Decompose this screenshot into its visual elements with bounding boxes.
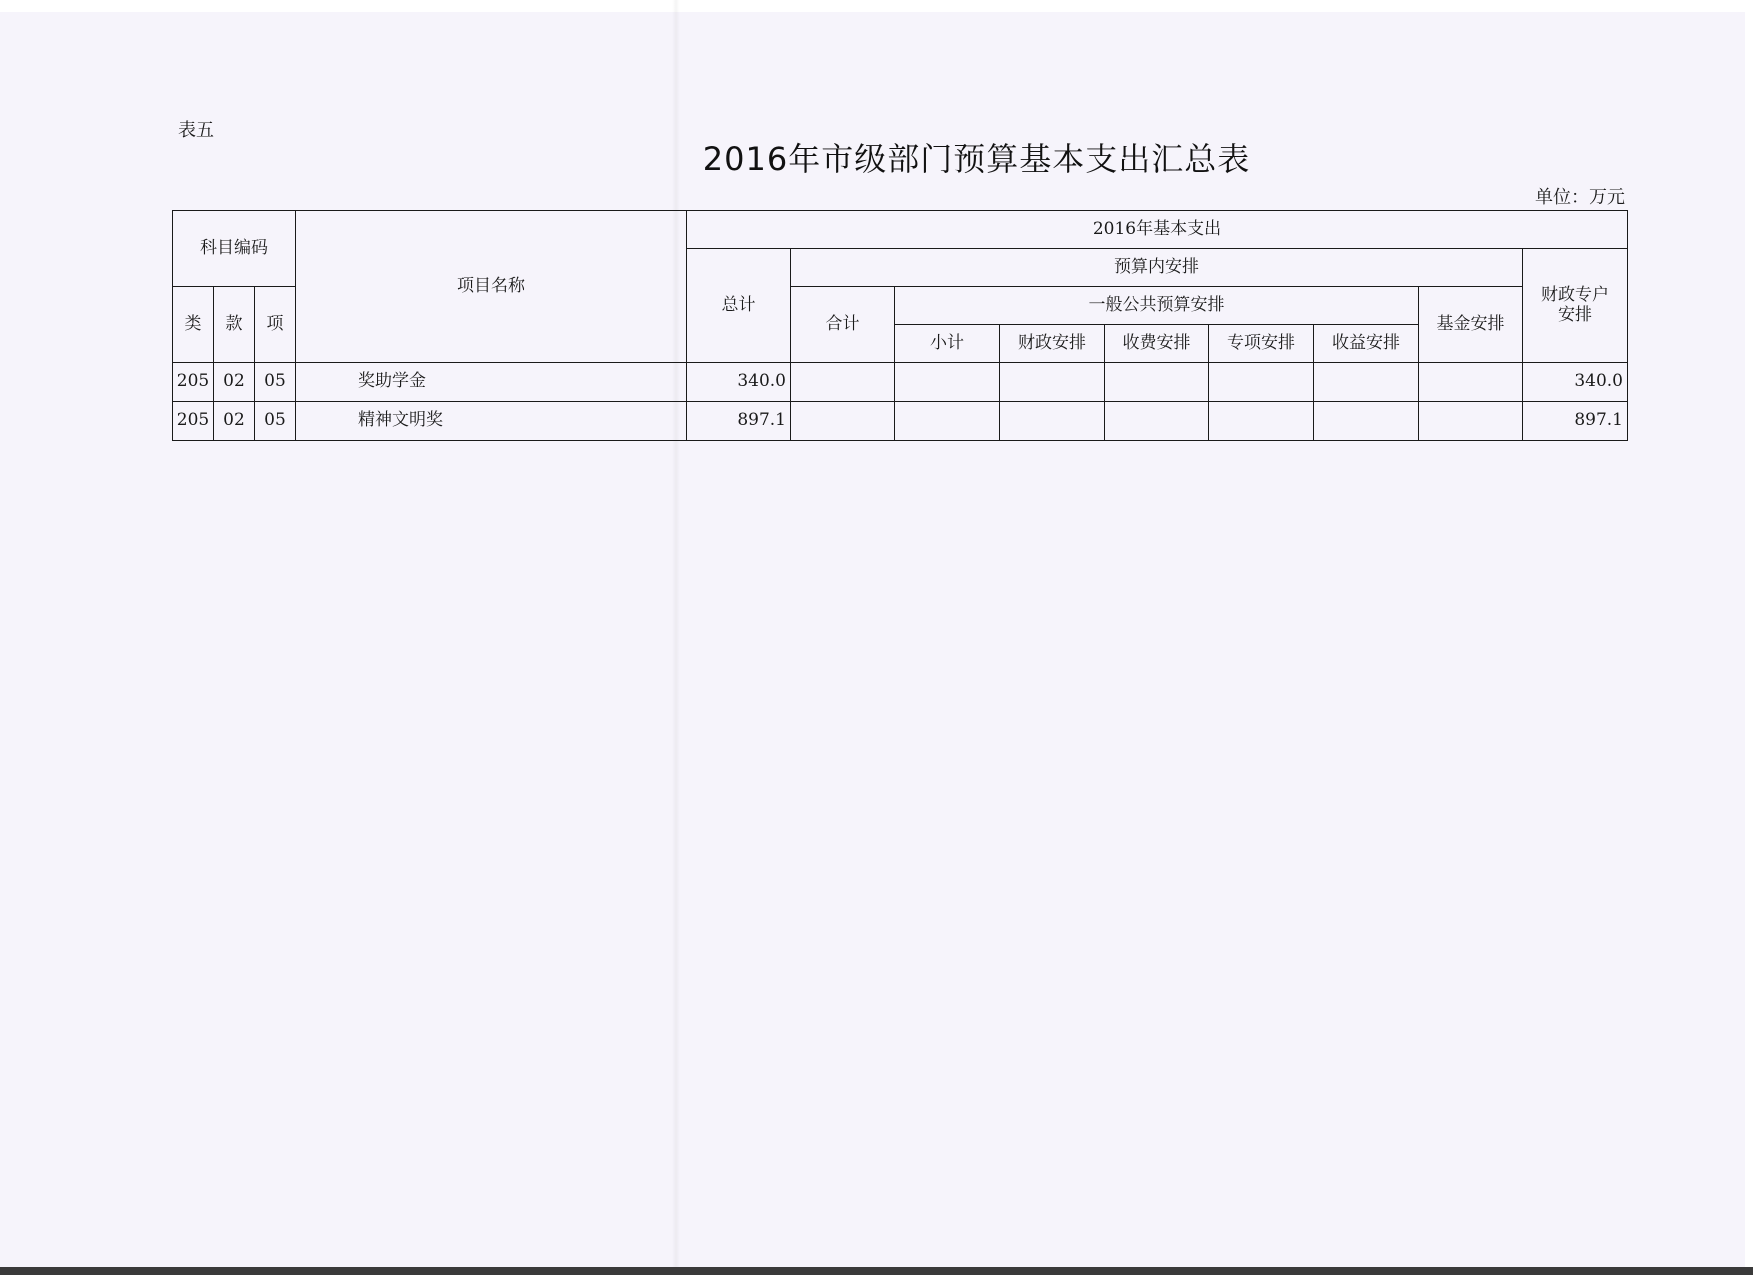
cell-project-name: 精神文明奖 [296, 402, 687, 441]
header-project-name: 项目名称 [296, 211, 687, 363]
budget-table [172, 210, 1628, 441]
cell-fiscal [1000, 402, 1105, 441]
cell-fiscal [1000, 363, 1105, 402]
header-section: 款 [214, 287, 255, 363]
table-row [173, 363, 1628, 402]
cell-section: 02 [214, 402, 255, 441]
header-in-budget: 预算内安排 [791, 249, 1523, 287]
cell-combined [791, 402, 895, 441]
header-basic-expenditure: 2016年基本支出 [687, 211, 1628, 249]
scan-top-edge [0, 0, 1753, 12]
cell-fiscal-special-account: 340.0 [1523, 363, 1628, 402]
header-fund: 基金安排 [1419, 287, 1523, 363]
cell-income [1314, 363, 1419, 402]
cell-fees [1105, 363, 1209, 402]
cell-section: 02 [214, 363, 255, 402]
cell-total: 897.1 [687, 402, 791, 441]
scan-right-edge [1745, 0, 1753, 1275]
cell-subtotal [895, 363, 1000, 402]
cell-fees [1105, 402, 1209, 441]
header-subject-code: 科目编码 [173, 211, 296, 287]
cell-subtotal [895, 402, 1000, 441]
cell-item: 05 [255, 402, 296, 441]
page-title: 2016年市级部门预算基本支出汇总表 [702, 140, 1251, 178]
cell-special [1209, 363, 1314, 402]
table-row [173, 402, 1628, 441]
header-general-public-budget: 一般公共预算安排 [895, 287, 1419, 325]
scan-bottom-edge [0, 1267, 1753, 1275]
cell-total: 340.0 [687, 363, 791, 402]
cell-category: 205 [173, 402, 214, 441]
header-special: 专项安排 [1209, 325, 1314, 363]
header-fiscal: 财政安排 [1000, 325, 1105, 363]
table-label: 表五 [178, 120, 214, 141]
header-category: 类 [173, 287, 214, 363]
unit-label: 单位：万元 [1535, 187, 1625, 208]
cell-fiscal-special-account: 897.1 [1523, 402, 1628, 441]
header-row-1 [173, 211, 1628, 249]
header-fees: 收费安排 [1105, 325, 1209, 363]
header-income: 收益安排 [1314, 325, 1419, 363]
cell-project-name: 奖助学金 [296, 363, 687, 402]
cell-special [1209, 402, 1314, 441]
cell-income [1314, 402, 1419, 441]
header-subtotal: 小计 [895, 325, 1000, 363]
header-combined: 合计 [791, 287, 895, 363]
cell-category: 205 [173, 363, 214, 402]
cell-fund [1419, 402, 1523, 441]
header-item: 项 [255, 287, 296, 363]
cell-fund [1419, 363, 1523, 402]
header-fiscal-special-account: 财政专户安排 [1523, 249, 1628, 363]
cell-item: 05 [255, 363, 296, 402]
page-fold-line [672, 0, 680, 1275]
cell-combined [791, 363, 895, 402]
header-total: 总计 [687, 249, 791, 363]
